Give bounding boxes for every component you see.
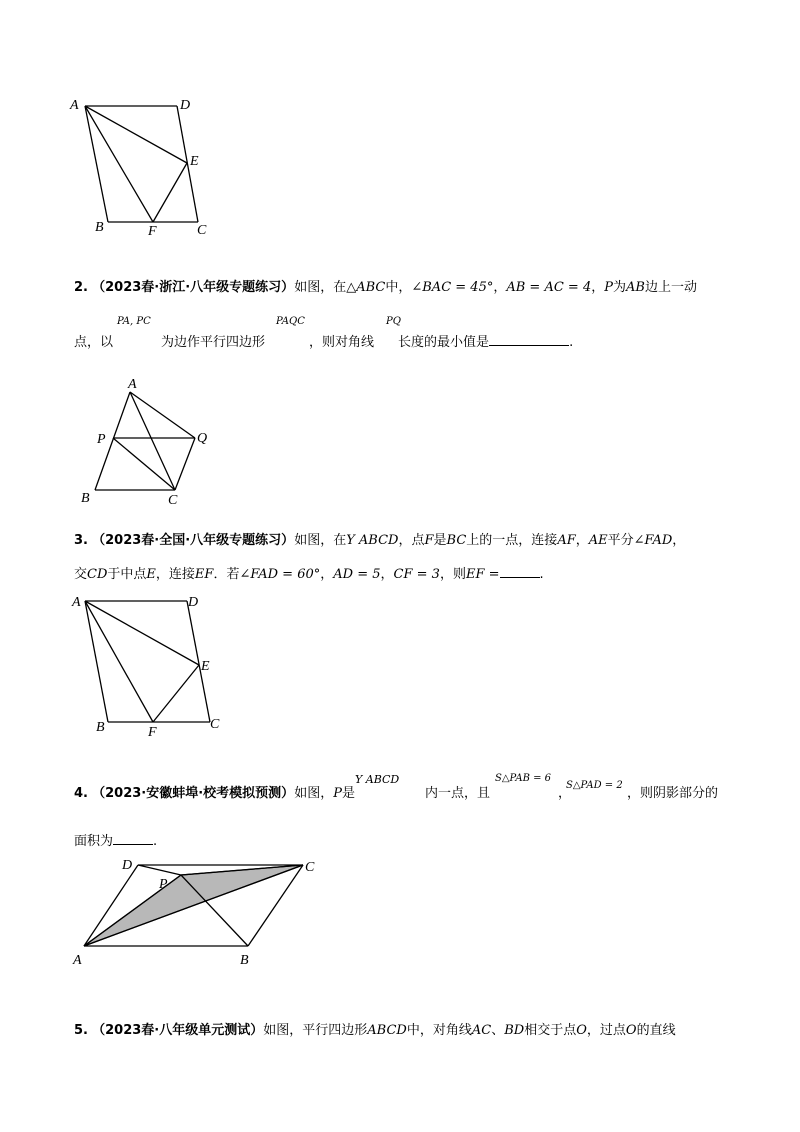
q4-text: ，	[557, 786, 571, 801]
q3-text: ，则	[439, 567, 466, 582]
q5-source: （2023春·八年级单元测试）	[92, 1023, 264, 1038]
q3-condition-cf: CF = 3	[393, 567, 440, 582]
fig1-label-f: F	[148, 224, 157, 239]
q4-var-p: P	[333, 786, 342, 801]
fig2-label-q: Q	[197, 431, 208, 446]
q3-var-e: E	[146, 567, 156, 582]
fig4-label-a: A	[73, 953, 82, 968]
q3-text: .	[539, 567, 544, 582]
fig1-label-c: C	[197, 223, 207, 238]
q3-var-cd: CD	[87, 567, 108, 582]
q2-var-ab: AB	[626, 280, 645, 295]
q5-var-o: O	[625, 1023, 637, 1038]
q5-text: ，过点	[586, 1023, 626, 1038]
q3-text: ．若	[213, 567, 240, 582]
q3-text: ，	[320, 567, 334, 582]
q5-text: 的直线	[636, 1023, 676, 1038]
q3-var-ae: AE	[588, 533, 608, 548]
q4-answer-blank[interactable]	[113, 830, 153, 845]
q3-text: 平分	[607, 533, 634, 548]
fig4-label-p: P	[159, 877, 168, 892]
q4-number: 4.	[74, 786, 88, 801]
q2-text: 边上一动	[644, 280, 697, 295]
figure-2-triangle	[95, 392, 195, 490]
fig2-label-c: C	[168, 493, 178, 508]
fig3-label-d: D	[188, 595, 199, 610]
q4-line-2	[74, 830, 157, 851]
q3-text: ，	[575, 533, 589, 548]
q2-sup-papc: PA, PC	[117, 316, 151, 327]
fig3-label-e: E	[201, 659, 210, 674]
q3-text: ，	[380, 567, 394, 582]
fig3-label-c: C	[210, 717, 220, 732]
q3-condition-angle: ∠FAD = 60°	[239, 567, 321, 582]
fig3-label-f: F	[148, 725, 157, 740]
q5-var-ac: AC	[471, 1023, 492, 1038]
figure-4-parallelogram	[84, 865, 303, 946]
fig2-label-b: B	[81, 491, 90, 506]
q3-var-f: F	[424, 533, 434, 548]
q2-answer-blank[interactable]	[489, 331, 569, 346]
q4-text: .	[153, 834, 158, 849]
fig3-label-b: B	[96, 720, 105, 735]
q3-text: ，点	[398, 533, 425, 548]
q3-parallelogram: Y ABCD	[346, 533, 399, 548]
q2-text: 中，	[385, 280, 412, 295]
q3-text: ，	[672, 533, 686, 548]
q5-line-1	[74, 1022, 676, 1040]
q2-source: （2023春·浙江·八年级专题练习）	[92, 280, 295, 295]
fig4-label-d: D	[122, 858, 133, 873]
fig1-label-a: A	[70, 98, 79, 113]
fig1-label-b: B	[95, 220, 104, 235]
q3-condition-ad: AD = 5	[333, 567, 381, 582]
fig1-label-d: D	[180, 98, 191, 113]
q4-sup-s-pab: S△PAB = 6	[495, 773, 552, 784]
q3-line-2	[74, 563, 544, 584]
fig4-label-c: C	[305, 860, 315, 875]
q2-text: 如图，在	[294, 280, 347, 295]
q2-line-1	[74, 279, 697, 297]
q2-text: ，	[591, 280, 605, 295]
q5-number: 5.	[74, 1023, 88, 1038]
q2-line-2	[74, 331, 573, 352]
q3-text: ，连接	[155, 567, 195, 582]
q5-text: 相交于点	[524, 1023, 577, 1038]
q3-text: 交	[74, 567, 88, 582]
q3-number: 3.	[74, 533, 88, 548]
q5-text: 、	[491, 1023, 505, 1038]
fig3-label-a: A	[72, 595, 81, 610]
q3-ask: EF =	[465, 567, 500, 582]
q3-text: 是	[433, 533, 447, 548]
q5-text: 中，对角线	[406, 1023, 472, 1038]
q3-text: 如图，在	[294, 533, 347, 548]
q2-text: 点，以	[74, 335, 114, 350]
q2-text: .	[569, 335, 574, 350]
q4-text: ，则阴影部分的	[627, 786, 719, 801]
q3-text: 上的一点，连接	[466, 533, 558, 548]
q4-text: 面积为	[74, 834, 114, 849]
fig2-label-a: A	[128, 377, 137, 392]
q3-answer-blank[interactable]	[500, 563, 540, 578]
q2-condition-angle: ∠BAC = 45°	[411, 280, 494, 295]
q3-angle-fad: ∠FAD	[633, 533, 673, 548]
q2-sup-pq: PQ	[386, 316, 401, 327]
q3-source: （2023春·全国·八年级专题练习）	[92, 533, 295, 548]
figure-1-parallelogram	[85, 106, 198, 222]
q2-triangle: △ABC	[346, 280, 386, 295]
fig4-label-b: B	[240, 953, 249, 968]
q4-text: 内一点，且	[424, 786, 490, 801]
q4-text: 如图，	[294, 786, 334, 801]
q5-var-bd: BD	[504, 1023, 525, 1038]
q3-text: 于中点	[107, 567, 147, 582]
q2-condition-sides: AB = AC = 4	[506, 280, 592, 295]
q2-sup-paqc: PAQC	[276, 316, 305, 327]
q2-number: 2.	[74, 280, 88, 295]
figure-3-parallelogram	[85, 601, 210, 722]
q2-text: 为	[613, 280, 627, 295]
q5-var-abcd: ABCD	[367, 1023, 407, 1038]
q2-text: ，则对角线	[309, 335, 375, 350]
q2-text: 长度的最小值是	[398, 335, 490, 350]
q5-var-o: O	[576, 1023, 587, 1038]
q3-line-1	[74, 532, 685, 550]
q2-text: ，	[493, 280, 507, 295]
fig1-label-e: E	[190, 154, 199, 169]
q4-text: 是	[341, 786, 355, 801]
q4-sup-para: Y ABCD	[355, 773, 400, 786]
fig2-label-p: P	[97, 432, 106, 447]
q3-var-af: AF	[557, 533, 576, 548]
q3-var-ef: EF	[194, 567, 214, 582]
q2-var-p: P	[604, 280, 613, 295]
q4-sup-s-pad: S△PAD = 2	[566, 780, 623, 791]
q5-text: 如图，平行四边形	[263, 1023, 368, 1038]
q3-var-bc: BC	[446, 533, 467, 548]
q4-source: （2023·安徽蚌埠·校考模拟预测）	[92, 786, 295, 801]
q2-text: 为边作平行四边形	[161, 335, 266, 350]
